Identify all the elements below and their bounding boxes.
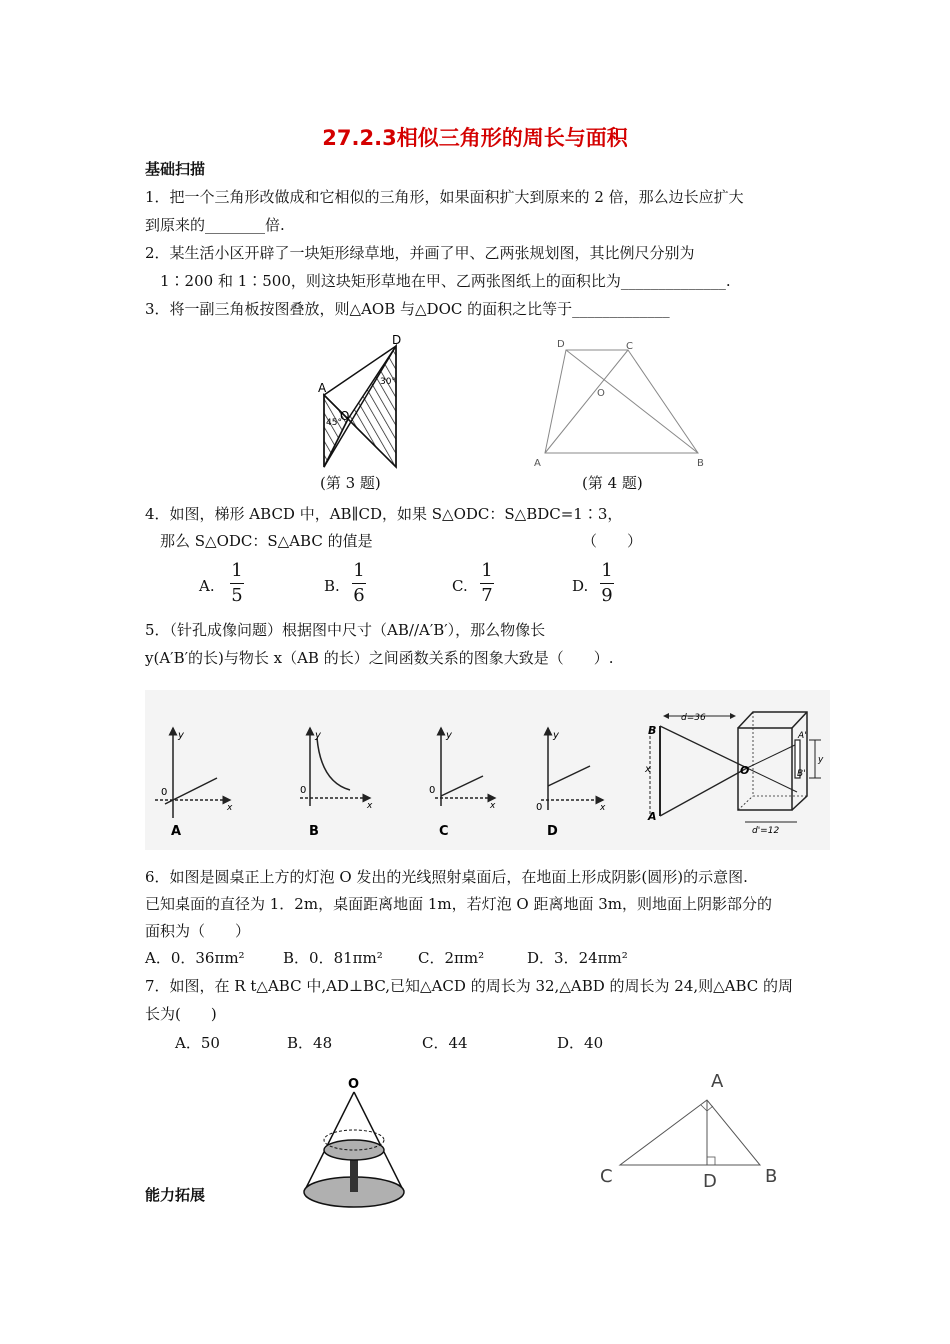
graph-d-label: D — [547, 824, 558, 839]
q7-option-a: A．50 — [175, 1034, 220, 1052]
q6-option-b: B．0．81πm² — [283, 949, 383, 967]
q4-option-c-den: 7 — [481, 585, 493, 606]
pinhole-o: O — [740, 764, 750, 777]
fig3-angle-45: 45° — [326, 418, 342, 428]
q4-option-a-label: A. — [199, 577, 215, 595]
q4-option-a-num: 1 — [231, 560, 243, 581]
fig3-label-o: O — [340, 409, 350, 423]
graph-a-x: x — [227, 803, 233, 813]
graph-b-origin: 0 — [300, 785, 307, 796]
q4-line2: 那么 S△ODC：S△ABC 的值是 — [160, 532, 373, 550]
graph-a-origin: 0 — [161, 787, 168, 798]
q4-line1: 4．如图，梯形 ABCD 中，AB∥CD，如果 S△ODC：S△BDC=1∶3， — [145, 505, 623, 523]
pinhole-d: d=36 — [681, 713, 706, 723]
fig7-label-d: D — [703, 1171, 717, 1192]
pinhole-b2: B' — [797, 769, 806, 779]
fig6-label-o: O — [348, 1077, 360, 1092]
fig4-label-b: B — [697, 458, 704, 469]
q1-line1: 1．把一个三角形改做成和它相似的三角形，如果面积扩大到原来的 2 倍，那么边长应扩大 — [145, 188, 744, 206]
fig4-label-c: C — [626, 341, 633, 352]
section-extend: 能力拓展 — [145, 1186, 206, 1204]
fig4-label-a: A — [534, 458, 541, 469]
fig5-graphs — [145, 690, 830, 850]
q7-line1: 7．如图，在 R t△ABC 中,AD⊥BC,已知△ACD 的周长为 32,△ABD 的周长为 24,则△ABC 的周 — [145, 977, 794, 995]
fig3-label-a: A — [318, 381, 327, 395]
q4-paren: （ ） — [582, 532, 643, 550]
q4-option-b-label: B. — [324, 577, 340, 595]
q4-option-c-fraction — [480, 560, 494, 607]
q4-option-b-num: 1 — [353, 560, 365, 581]
graph-d-origin: 0 — [536, 802, 543, 813]
fig4-caption: (第 4 题) — [582, 474, 643, 492]
q4-option-d-num: 1 — [601, 560, 613, 581]
pinhole-x: x — [645, 764, 651, 775]
graph-c-y: y — [446, 730, 452, 741]
pinhole-d2: d'=12 — [752, 826, 780, 836]
q3-line1: 3．将一副三角板按图叠放，则△AOB 与△DOC 的面积之比等于_____________ — [145, 300, 670, 318]
graph-c-label: C — [439, 824, 449, 839]
q7-option-d: D．40 — [557, 1034, 604, 1052]
pinhole-b: B — [648, 724, 657, 737]
fig3-angle-30: 30° — [380, 377, 396, 387]
q7-line2: 长为( ) — [145, 1005, 217, 1023]
graph-d-x: x — [600, 803, 606, 813]
q6-line1: 6．如图是圆桌正上方的灯泡 O 发出的光线照射桌面后，在地面上形成阴影(圆形)的示意图. — [145, 868, 748, 886]
q6-option-c: C．2πm² — [418, 949, 485, 967]
graph-d-y: y — [553, 730, 559, 741]
pinhole-y: y — [818, 755, 824, 765]
q4-option-a-fraction — [230, 560, 244, 607]
graph-a-label: A — [171, 824, 182, 839]
q6-option-d: D．3．24πm² — [527, 949, 628, 967]
q4-option-a-den: 5 — [231, 585, 243, 606]
q5-line1: 5．（针孔成像问题）根据图中尺寸（AB//A′B′），那么物像长 — [145, 621, 546, 639]
pinhole-a2: A' — [798, 731, 807, 741]
q7-option-b: B．48 — [287, 1034, 333, 1052]
fig7-label-b: B — [765, 1166, 778, 1187]
q6-option-a: A．0．36πm² — [145, 949, 245, 967]
fig7-label-c: C — [600, 1166, 613, 1187]
section-basic: 基础扫描 — [145, 160, 206, 178]
page-title: 27.2.3相似三角形的周长与面积 — [322, 126, 628, 150]
q6-line2: 已知桌面的直径为 1．2m，桌面距离地面 1m，若灯泡 O 距离地面 3m，则地面上阴影部分的 — [145, 895, 772, 913]
pinhole-a: A — [648, 810, 657, 823]
graph-b-label: B — [309, 824, 319, 839]
q7-option-c: C．44 — [422, 1034, 468, 1052]
q4-option-b-fraction — [352, 560, 366, 607]
q1-line2: 到原来的________倍. — [145, 216, 285, 234]
q5-line2: y(A′B′的长)与物长 x（AB 的长）之间函数关系的图象大致是（ ）. — [145, 649, 614, 667]
q4-option-c-label: C. — [452, 577, 468, 595]
fig3-caption: (第 3 题) — [320, 474, 381, 492]
fig7-right-triangle — [595, 1065, 790, 1195]
fig4-label-d: D — [557, 339, 565, 350]
fig6-lamp-cone — [295, 1072, 420, 1212]
q2-line1: 2．某生活小区开辟了一块矩形绿草地，并画了甲、乙两张规划图，其比例尺分别为 — [145, 244, 695, 262]
q2-line2: 1∶200 和 1∶500，则这块矩形草地在甲、乙两张图纸上的面积比为______________. — [160, 272, 731, 290]
graph-c-origin: 0 — [429, 785, 436, 796]
q4-option-d-fraction — [600, 560, 614, 607]
graph-c-x: x — [490, 801, 496, 811]
q4-option-c-num: 1 — [481, 560, 493, 581]
graph-b-x: x — [367, 801, 373, 811]
fig3-label-d: D — [392, 333, 402, 347]
fig3-triangles — [300, 330, 420, 475]
fig7-label-a: A — [711, 1071, 724, 1092]
fig4-label-o: O — [597, 388, 605, 399]
fig4-trapezoid — [530, 335, 715, 470]
q4-option-d-label: D. — [572, 577, 589, 595]
q4-option-b-den: 6 — [353, 585, 365, 606]
graph-b-y: y — [315, 730, 321, 741]
q4-option-d-den: 9 — [601, 585, 613, 606]
q6-line3: 面积为（ ） — [145, 922, 251, 940]
graph-a-y: y — [178, 730, 184, 741]
